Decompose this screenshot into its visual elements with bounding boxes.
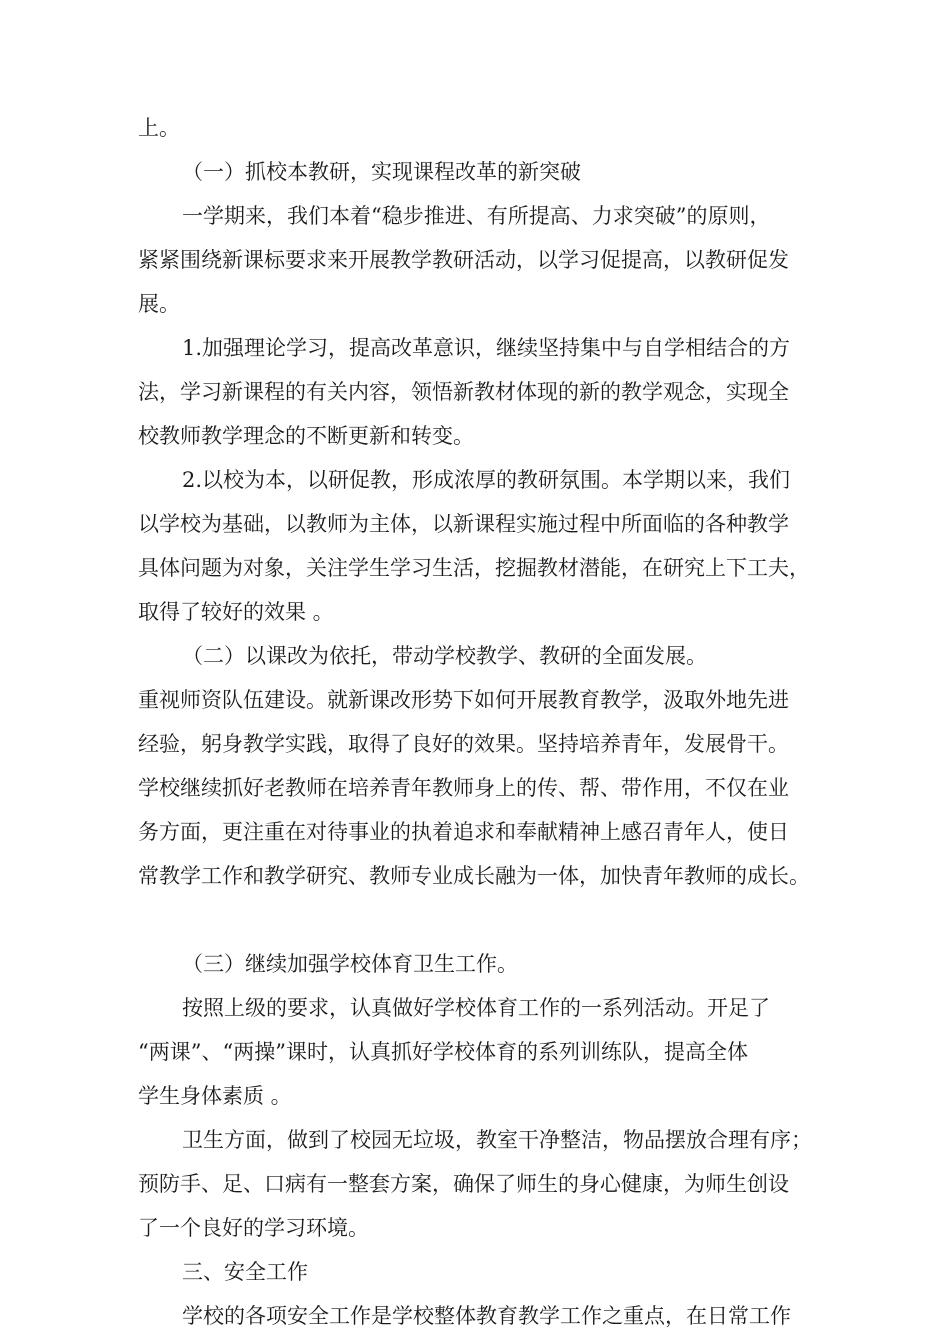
- text-line: 学生身体素质 。: [138, 1084, 292, 1108]
- text-line: 卫生方面，做到了校园无垃圾，教室干净整洁，物品摆放合理有序；: [182, 1128, 812, 1152]
- text-line: （二）以课改为依托，带动学校教学、教研的全面发展。: [182, 644, 707, 668]
- text-line: 1.加强理论学习，提高改革意识，继续坚持集中与自学相结合的方: [182, 336, 791, 360]
- text-line: 取得了较好的效果 。: [138, 600, 334, 624]
- text-line: 务方面，更注重在对待事业的执着追求和奉献精神上感召青年人，使日: [138, 820, 789, 844]
- text-line: 了一个良好的学习环境。: [138, 1216, 369, 1240]
- text-line: （三）继续加强学校体育卫生工作。: [182, 952, 518, 976]
- text-line: 一学期来，我们本着“稳步推进、有所提高、力求突破”的原则，: [182, 204, 771, 228]
- text-line: 上。: [138, 116, 180, 140]
- text-line: 按照上级的要求，认真做好学校体育工作的一系列活动。开足了: [182, 996, 770, 1020]
- text-line: 重视师资队伍建设。就新课改形势下如何开展教育教学，汲取外地先进: [138, 688, 789, 712]
- text-line: 紧紧围绕新课标要求来开展教学教研活动，以学习促提高，以教研促发: [138, 248, 789, 272]
- text-line: 2.以校为本，以研促教，形成浓厚的教研氛围。本学期以来，我们: [182, 468, 791, 492]
- text-line: 具体问题为对象，关注学生学习生活，挖掘教材潜能，在研究上下工夫，: [138, 556, 810, 580]
- text-line: 常教学工作和教学研究、教师专业成长融为一体，加快青年教师的成长。: [138, 864, 810, 888]
- text-line: 预防手、足、口病有一整套方案，确保了师生的身心健康，为师生创设: [138, 1172, 789, 1196]
- text-line: 学校的各项安全工作是学校整体教育教学工作之重点，在日常工作: [182, 1304, 791, 1328]
- text-line: 法，学习新课程的有关内容，领悟新教材体现的新的教学观念，实现全: [138, 380, 789, 404]
- text-line: 校教师教学理念的不断更新和转变。: [138, 424, 474, 448]
- text-line: （一）抓校本教研，实现课程改革的新突破: [182, 160, 581, 184]
- text-line: 展。: [138, 292, 180, 316]
- text-line: “两课”、“两操”课时，认真抓好学校体育的系列训练队，提高全体: [138, 1040, 748, 1064]
- text-line: 以学校为基础，以教师为主体，以新课程实施过程中所面临的各种教学: [138, 512, 789, 536]
- text-line: 三、安全工作: [182, 1260, 308, 1284]
- text-line: 学校继续抓好老教师在培养青年教师身上的传、帮、带作用，不仅在业: [138, 776, 789, 800]
- text-line: 经验，躬身教学实践，取得了良好的效果。坚持培养青年，发展骨干。: [138, 732, 789, 756]
- blank-line: [138, 898, 828, 942]
- document-body: [138, 106, 828, 1338]
